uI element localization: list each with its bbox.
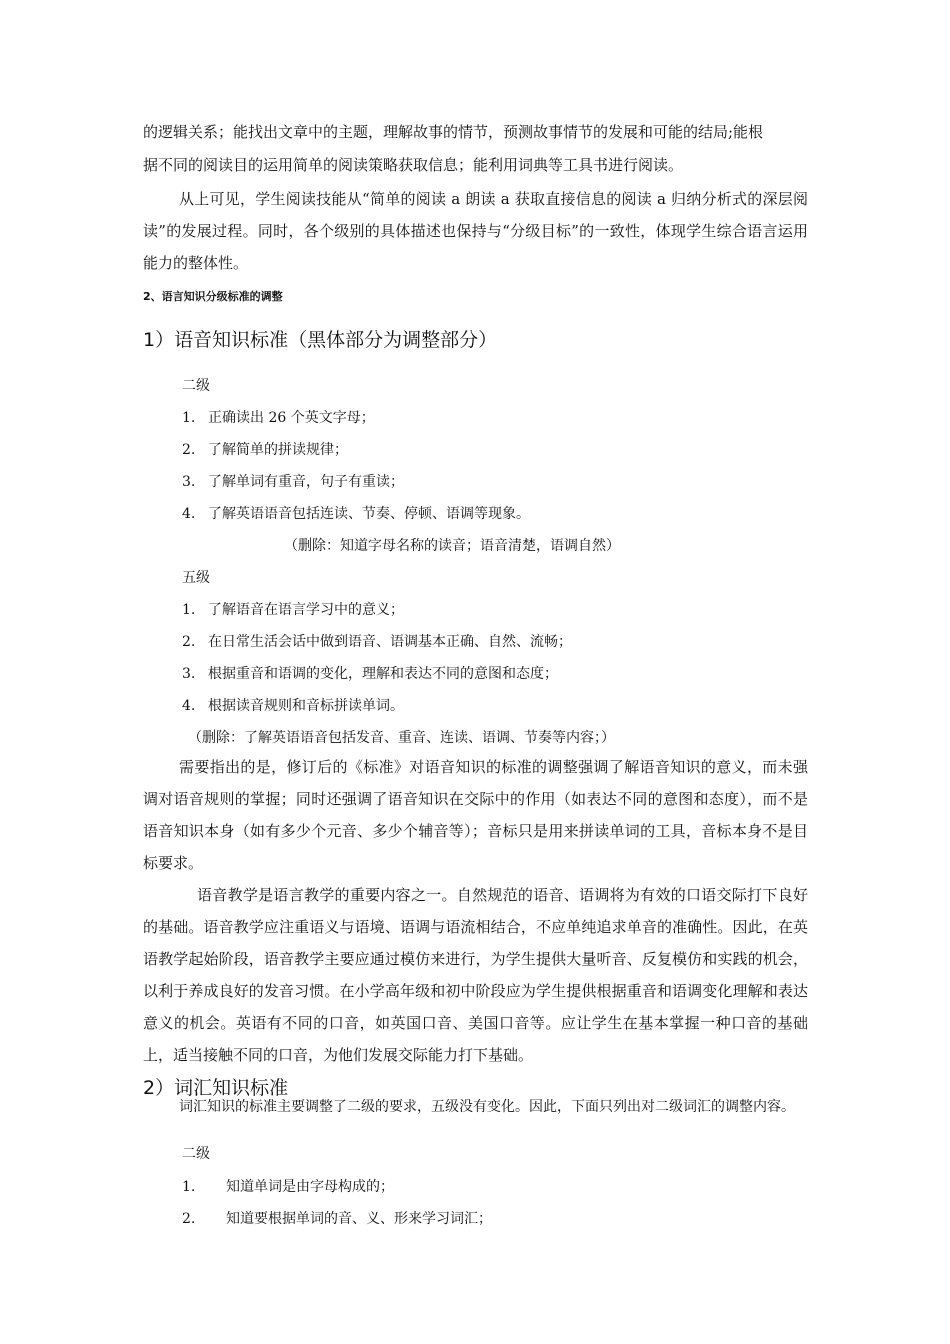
summary-paragraph: 从上可见，学生阅读技能从“简单的阅读 a 朗读 a 获取直接信息的阅读 a 归纳分析式的深层阅读”的发展过程。同时，各个级别的具体描述也保持与“分级目标”的一致性，体现学生综合语言运用能力的整体性。 (143, 190, 808, 272)
vocabulary-title: 2）词汇知识标准 (143, 1077, 289, 1099)
intro-line-1: 的逻辑关系；能找出文章中的主题，理解故事的情节，预测故事情节的发展和可能的结局;能根 (143, 123, 764, 141)
phonetics-title: 1）语音知识标准（黑体部分为调整部分） (143, 329, 498, 351)
list-item: 4. 了解英语语音包括连读、节奏、停顿、语调等现象。 (182, 506, 530, 522)
list-item: 4. 根据读音规则和音标拼读单词。 (182, 698, 404, 714)
phonetics-level5-label: 五级 (182, 570, 210, 586)
vocabulary-intro: 词汇知识的标准主要调整了二级的要求，五级没有变化。因此，下面只列出对二级词汇的调整内容。 (179, 1099, 795, 1115)
list-item: 1. 知道单词是由字母构成的； (182, 1179, 394, 1195)
intro-line-2: 据不同的阅读目的运用简单的阅读策略获取信息；能利用词典等工具书进行阅读。 (143, 156, 684, 174)
list-item: 2. 在日常生活会话中做到语音、语调基本正确、自然、流畅； (182, 634, 572, 650)
phonetics-level2-label: 二级 (182, 378, 210, 394)
phonetics-level5-note: （删除：了解英语语音包括发音、重音、连读、语调、节奏等内容；） (188, 730, 615, 746)
list-item: 2. 知道要根据单词的音、义、形来学习词汇； (182, 1211, 492, 1227)
phonetics-analysis-paragraph: 需要指出的是，修订后的《标准》对语音知识的标准的调整强调了解语音知识的意义，而未强调对语音规则的掌握；同时还强调了语音知识在交际中的作用（如表达不同的意图和态度），而不是语音知识本身（如有多少个元音、多少个辅音等）；音标只是用来拼读单词的工具，音标本身不是目标要求。 (143, 758, 808, 872)
list-item: 2. 了解简单的拼读规律； (182, 442, 348, 458)
list-item: 1. 了解语音在语言学习中的意义； (182, 602, 404, 618)
vocabulary-level2-label: 二级 (182, 1146, 210, 1162)
section2-title: 2、语言知识分级标准的调整 (143, 290, 283, 303)
list-item: 1. 正确读出 26 个英文字母； (182, 410, 375, 426)
list-item: 3. 了解单词有重音，句子有重读； (182, 474, 404, 490)
phonetics-teaching-paragraph: 语音教学是语言教学的重要内容之一。自然规范的语音、语调将为有效的口语交际打下良好的基础。语音教学应注重语义与语境、语调与语流相结合，不应单纯追求单音的准确性。因此，在英语教学起始阶段，语音教学主要应通过模仿来进行，为学生提供大量听音、反复模仿和实践的机会，以利于养成良好的发音习惯。在小学高年级和初中阶段应为学生提供根据重音和语调变化理解和表达意义的机会。英语有不同的口音，如英国口音、美国口音等。应让学生在基本掌握一种口音的基础上，适当接触不同的口音，为他们发展交际能力打下基础。 (143, 886, 808, 1064)
phonetics-level2-note: （删除：知道字母名称的读音；语音清楚，语调自然） (284, 538, 620, 554)
list-item: 3. 根据重音和语调的变化，理解和表达不同的意图和态度； (182, 666, 558, 682)
